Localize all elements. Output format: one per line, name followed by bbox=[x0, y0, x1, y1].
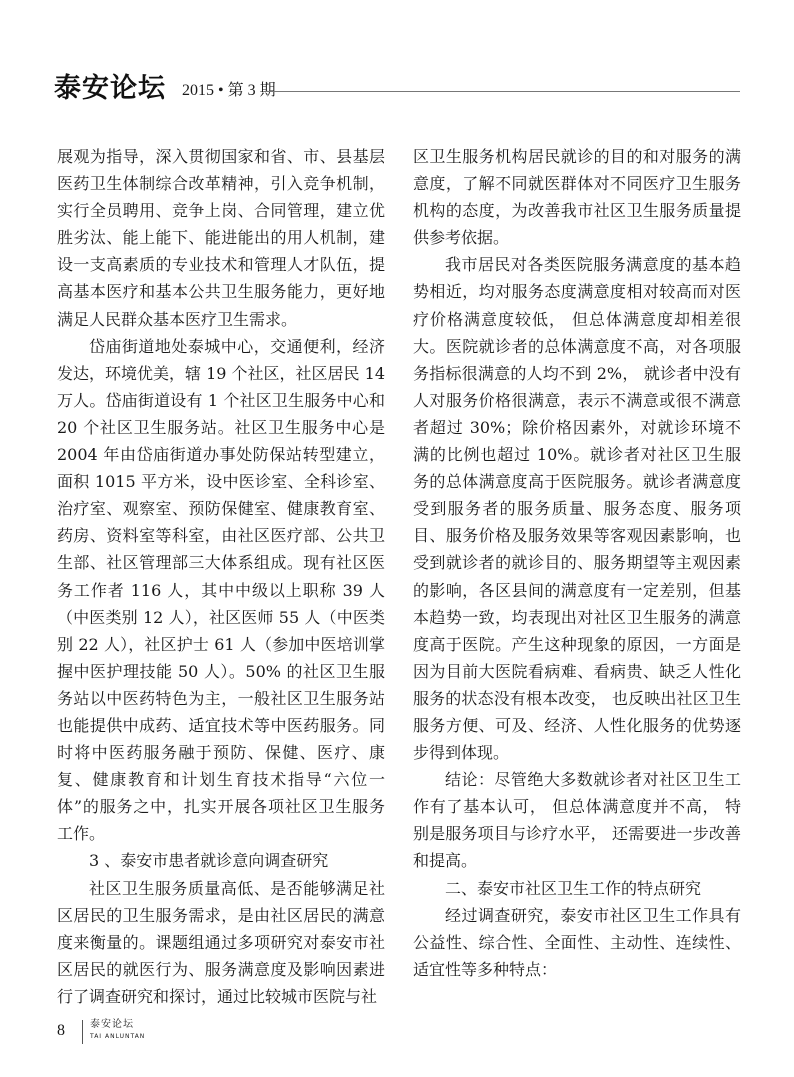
body-paragraph: 区卫生服务机构居民就诊的目的和对服务的满意度，了解不同就医群体对不同医疗卫生服务机构的态度，为改善我市社区卫生服务质量提供参考依据。 bbox=[413, 147, 741, 248]
section-heading: 3 、泰安市患者就诊意向调查研究 bbox=[89, 851, 329, 871]
right-column bbox=[413, 143, 741, 983]
footer-divider bbox=[82, 1020, 83, 1044]
issue-label: 2015 • 第 3 期 bbox=[182, 82, 276, 99]
body-paragraph: 社区卫生服务质量高低、是否能够满足社区居民的卫生服务需求，是由社区居民的满意度来衡量的。课题组通过多项研究对泰安市社区居民的就医行为、服务满意度及影响因素进行了调查研究和探讨，通过比较城市医院与社 bbox=[57, 878, 385, 1006]
body-paragraph: 展观为指导，深入贯彻国家和省、市、县基层医药卫生体制综合改革精神，引入竞争机制，实行全员聘用、竞争上岗、合同管理，建立优胜劣汰、能上能下、能进能出的用人机制，建设一支高素质的专业技术和管理人才队伍，提高基本医疗和基本公共卫生服务能力，更好地满足人民群众基本医疗卫生需求。 bbox=[57, 147, 385, 329]
conclusion-paragraph: 结论：尽管绝大多数就诊者对社区卫生工作有了基本认可， 但总体满意度并不高， 特别是服务项目与诊疗水平， 还需要进一步改善和提高。 bbox=[413, 770, 741, 871]
header-rule bbox=[264, 91, 740, 92]
section-heading: 二、泰安市社区卫生工作的特点研究 bbox=[445, 878, 702, 898]
body-paragraph: 岱庙街道地处泰城中心，交通便利，经济发达，环境优美，辖 19 个社区，社区居民 14 万人。岱庙街道设有 1 个社区卫生服务中心和 20 个社区卫生服务站。社区卫生服务中心是 2004 年由岱庙街道办事处防保站转型建立，面积 1015 平方米，设中医诊室、全科诊室、治疗室、观察室、预防保健室、健康教育室、药房、资料室等科室，由社区医疗部、公共卫生部、社区管理部三大体系组成。现有社区医务工作者 116 人，其中中级以上职称 39 人（中医类别 12 人），社区医师 55 人（中医类别 22 人），社区护士 61 人（参加中医培训掌握中医护理技能 50 人）。50% 的社区卫生服务站以中医药特色为主，一般社区卫生服务站也能提供中成药、适宜技术等中医药服务。同时将中医药服务融于预防、保健、医疗、康复、健康教育和计划生育技术指导“六位一体”的服务之中，扎实开展各项社区卫生服务工作。 bbox=[57, 336, 385, 844]
body-paragraph: 经过调查研究，泰安市社区卫生工作具有公益性、综合性、全面性、主动性、连续性、适宜性等多种特点： bbox=[413, 905, 741, 979]
page-number: 8 bbox=[57, 1022, 65, 1039]
page-header bbox=[54, 72, 740, 108]
footer-journal-name: 泰安论坛 bbox=[90, 1019, 134, 1030]
body-paragraph: 我市居民对各类医院服务满意度的基本趋势相近，均对服务态度满意度相对较高而对医疗价格满意度较低， 但总体满意度却相差很大。医院就诊者的总体满意度不高，对各项服务指标很满意的人均不到 2%， 就诊者中没有人对服务价格很满意，表示不满意或很不满意者超过 30%；除价格因素外，对就诊环境不满的比例也超过 10%。就诊者对社区卫生服务的总体满意度高于医院服务。就诊者满意度受到服务者的服务质量、服务态度、服务项目、服务价格及服务效果等客观因素影响，也受到就诊者的就诊目的、服务期望等主观因素的影响，各区县间的满意度有一定差别，但基本趋势一致，均表现出对社区卫生服务的满意度高于医院。产生这种现象的原因，一方面是因为目前大医院看病难、看病贵、缺乏人性化服务的状态没有根本改变， 也反映出社区卫生服务方便、可及、经济、人性化服务的优势逐步得到体现。 bbox=[413, 255, 741, 763]
footer-journal-romanized: TAI ANLUNTAN bbox=[90, 1033, 146, 1040]
journal-title: 泰安论坛 bbox=[54, 73, 166, 104]
left-column bbox=[57, 143, 385, 1010]
